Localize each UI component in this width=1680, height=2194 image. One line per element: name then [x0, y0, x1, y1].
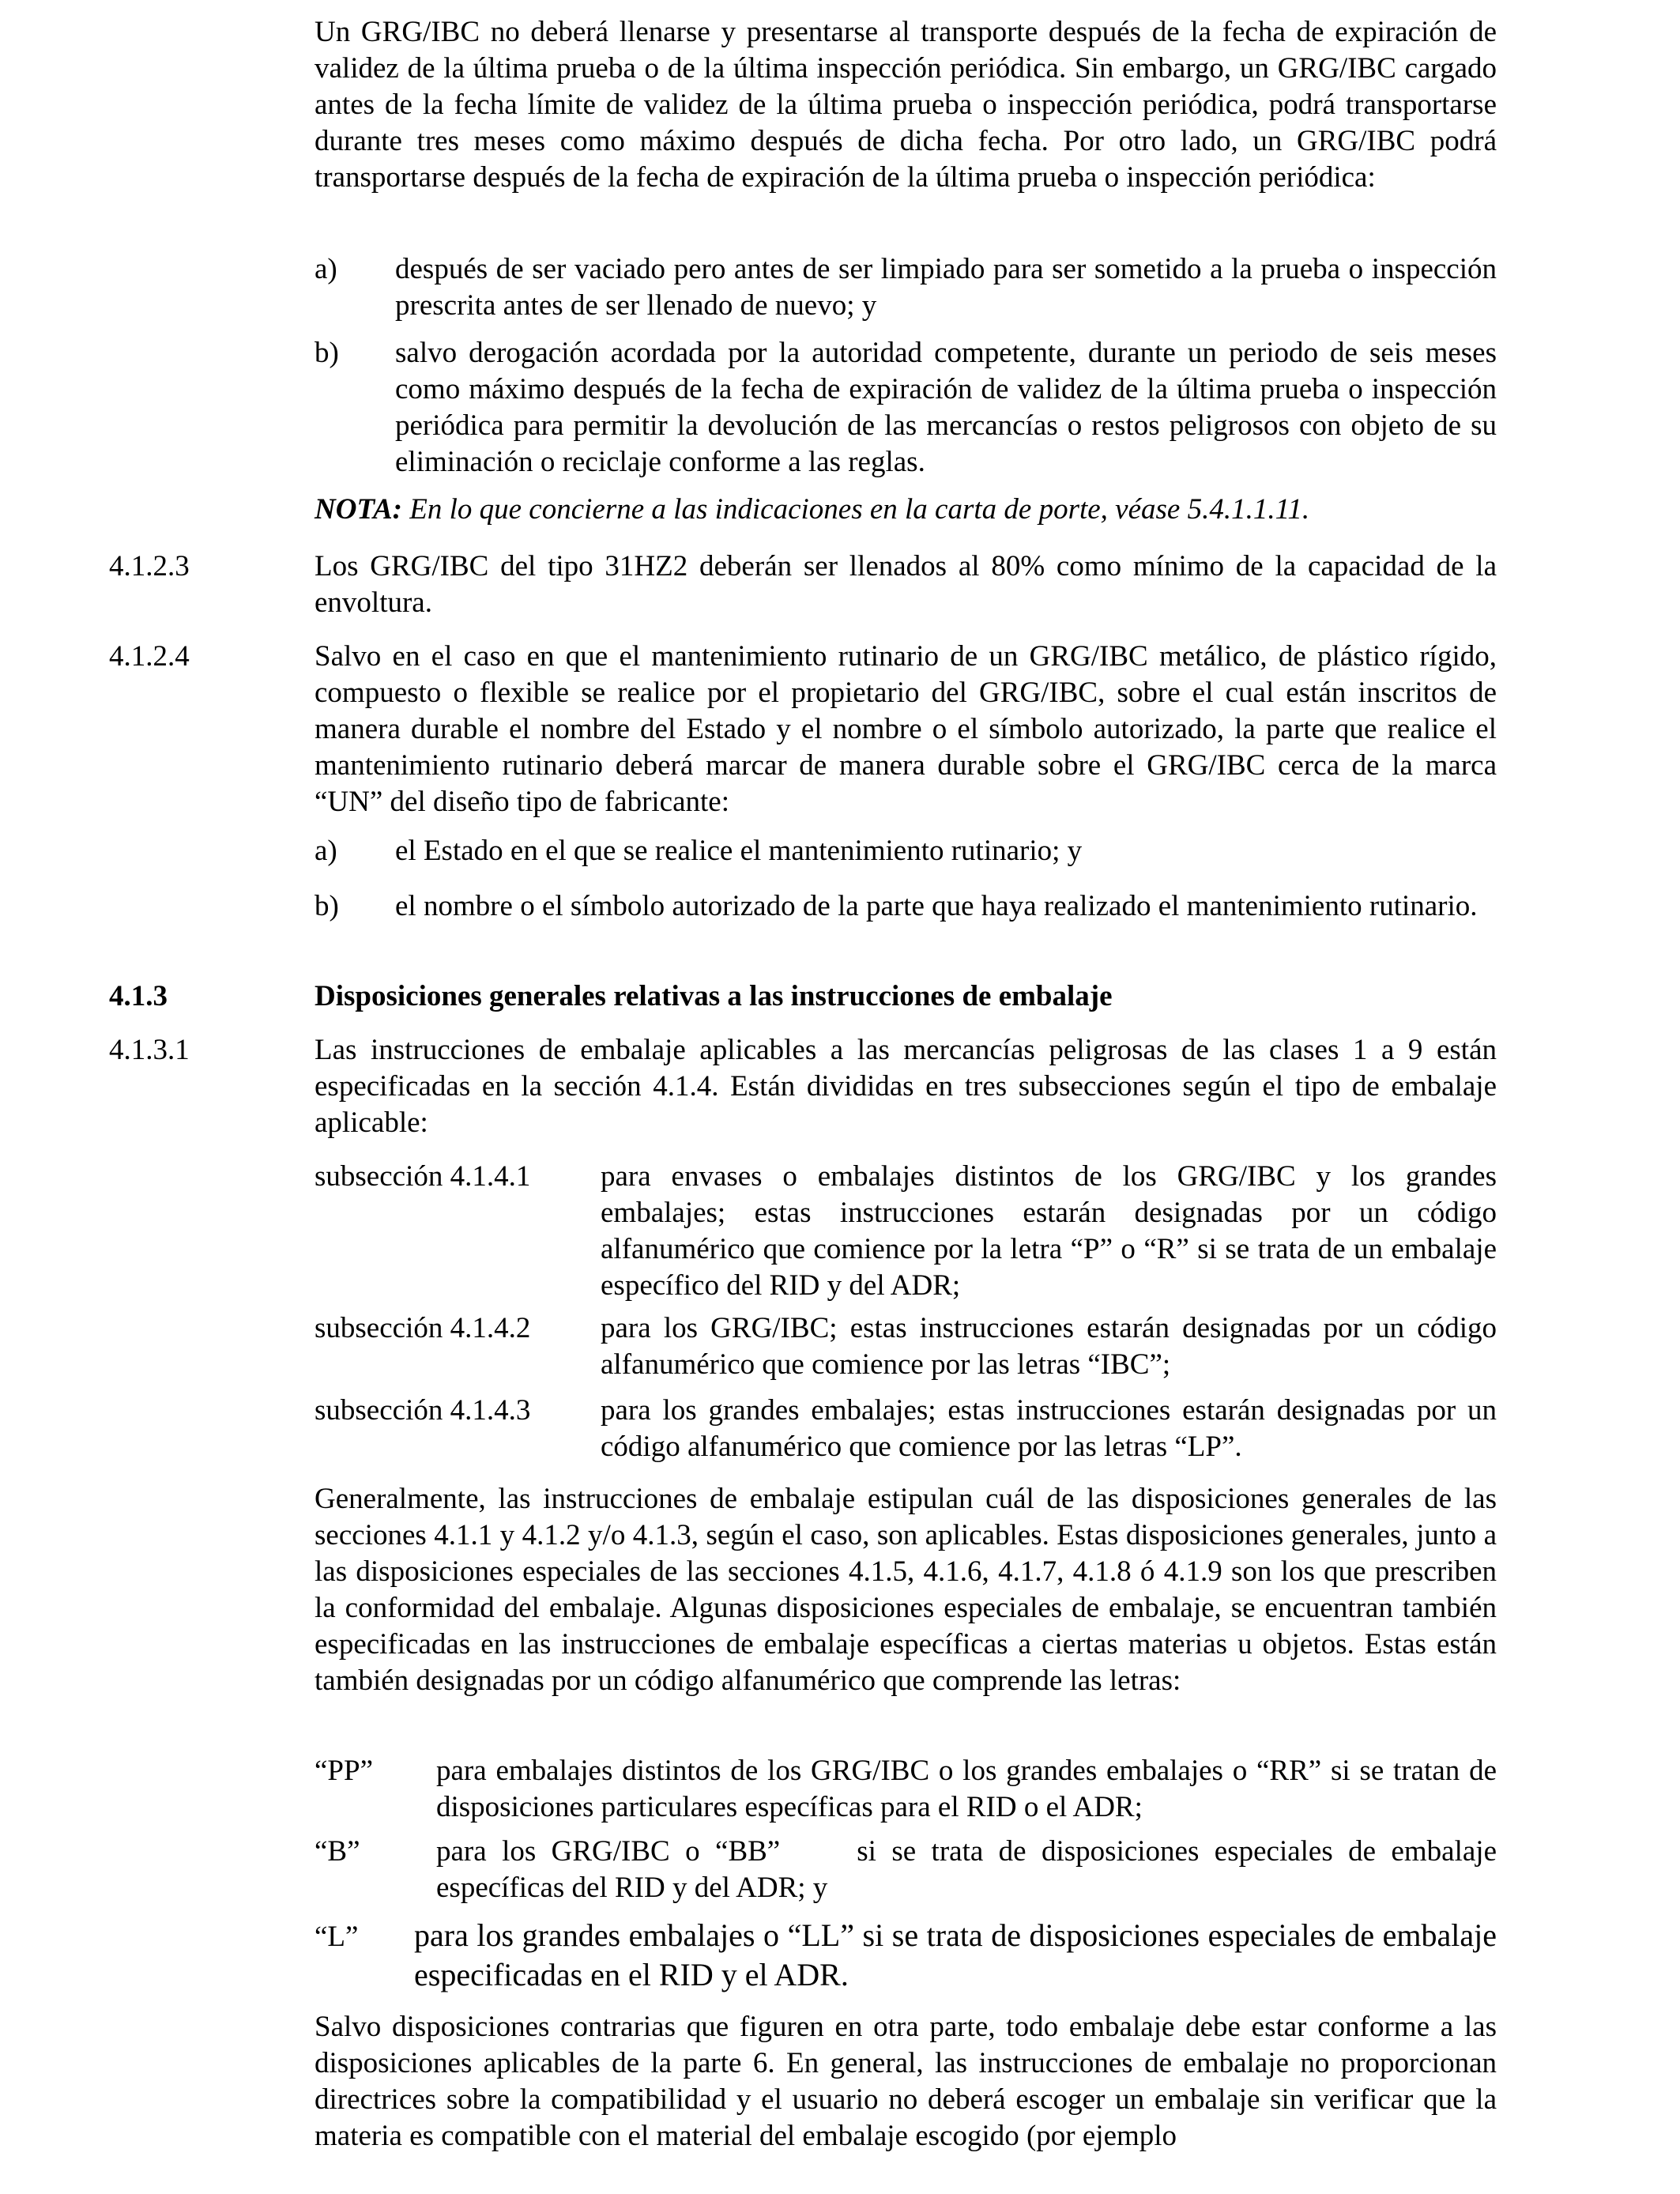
section-number-4131: 4.1.3.1 — [109, 1034, 190, 1066]
intro-item-a-text: después de ser vaciado pero antes de ser limpiado para ser sometido a la prueba o inspección prescrita antes de ser llenado de nuevo; y — [395, 253, 1497, 322]
section-4131-paragraph-3: Salvo disposiciones contrarias que figuren en otra parte, todo embalaje debe estar conforme a las disposiciones aplicables de la parte 6. En general, las instrucciones de embalaje no proporcionan directrices sobre la compatibilidad y el usuario no deberá escoger un embalaje sin verificar que la materia es compatible con el material del embalaje escogido (por ejemplo — [315, 2011, 1497, 2152]
note-label: NOTA: — [315, 493, 402, 526]
section-4131-text: Las instrucciones de embalaje aplicables a las mercancías peligrosas de las clases 1 a 9 están especificadas en la sección 4.1.4. Están divididas en tres subsecciones según el tipo de embalaje aplicable: — [315, 1034, 1497, 1139]
code-b-label: “B” — [315, 1835, 360, 1868]
section-4123-text: Los GRG/IBC del tipo 31HZ2 deberán ser llenados al 80% como mínimo de la capacidad de la envoltura. — [315, 550, 1497, 619]
code-pp-text: para embalajes distintos de los GRG/IBC o los grandes embalajes o “RR” si se tratan de disposiciones particulares específicas para el RID o el ADR; — [436, 1755, 1497, 1823]
section-number-413: 4.1.3 — [109, 980, 168, 1012]
subsection-4143-label: subsección 4.1.4.3 — [315, 1394, 531, 1427]
code-pp-label: “PP” — [315, 1755, 373, 1787]
s4124-item-b-text: el nombre o el símbolo autorizado de la parte que haya realizado el mantenimiento rutinario. — [395, 890, 1478, 922]
section-4131-paragraph-2: Generalmente, las instrucciones de embalaje estipulan cuál de las disposiciones generales de las secciones 4.1.1 y 4.1.2 y/o 4.1.3, según el caso, son aplicables. Estas disposiciones generales, junto a las disposiciones especiales de las secciones 4.1.5, 4.1.6, 4.1.7, 4.1.8 ó 4.1.9 son los que prescriben la conformidad del embalaje. Algunas disposiciones especiales de embalaje, se encuentran también especificadas en las instrucciones de embalaje específicas a ciertas materias u objetos. Estas están también designadas por un código alfanumérico que comprende las letras: — [315, 1483, 1497, 1697]
code-l-label: “L” — [315, 1921, 359, 1953]
subsection-4142-label: subsección 4.1.4.2 — [315, 1312, 531, 1344]
s4124-item-a-text: el Estado en el que se realice el mantenimiento rutinario; y — [395, 835, 1083, 867]
intro-item-b-text: salvo derogación acordada por la autoridad competente, durante un periodo de seis meses como máximo después de la fecha de expiración de validez de la última prueba o inspección periódica para permitir la devolución de las mercancías o restos peligrosos con objeto de su eliminación o reciclaje conforme a las reglas. — [395, 337, 1497, 478]
section-4124-text: Salvo en el caso en que el mantenimiento rutinario de un GRG/IBC metálico, de plástico rígido, compuesto o flexible se realice por el propietario del GRG/IBC, sobre el cual están inscritos de manera durable el nombre del Estado y el nombre o el símbolo autorizado, la parte que realice el mantenimiento rutinario deberá marcar de manera durable sobre el GRG/IBC cerca de la marca “UN” del diseño tipo de fabricante: — [315, 640, 1497, 818]
subsection-4143-text: para los grandes embalajes; estas instrucciones estarán designadas por un código alfanumérico que comience por las letras “LP”. — [601, 1394, 1497, 1463]
code-b-text: para los GRG/IBC o “BB” si se trata de disposiciones especiales de embalaje específicas del RID y del ADR; y — [436, 1835, 1505, 1904]
intro-item-a-label: a) — [315, 253, 337, 285]
subsection-4142-text: para los GRG/IBC; estas instrucciones estarán designadas por un código alfanumérico que comience por las letras “IBC”; — [601, 1312, 1497, 1381]
intro-item-b-label: b) — [315, 337, 339, 369]
s4124-item-b-label: b) — [315, 890, 339, 922]
s4124-item-a-label: a) — [315, 835, 337, 867]
intro-note — [315, 492, 1497, 528]
section-413-title: Disposiciones generales relativas a las instrucciones de embalaje — [315, 980, 1113, 1012]
subsection-4141-label: subsección 4.1.4.1 — [315, 1160, 531, 1193]
intro-paragraph: Un GRG/IBC no deberá llenarse y presentarse al transporte después de la fecha de expiración de validez de la última prueba o de la última inspección periódica. Sin embargo, un GRG/IBC cargado antes de la fecha límite de validez de la última prueba o inspección periódica, podrá transportarse durante tres meses como máximo después de dicha fecha. Por otro lado, un GRG/IBC podrá transportarse después de la fecha de expiración de la última prueba o inspección periódica: — [315, 16, 1497, 194]
section-number-4123: 4.1.2.3 — [109, 550, 190, 582]
note-text: En lo que concierne a las indicaciones en la carta de porte, véase 5.4.1.1.11. — [409, 493, 1310, 526]
subsection-4141-text: para envases o embalajes distintos de los GRG/IBC y los grandes embalajes; estas instrucciones estarán designadas por un código alfanumérico que comience por la letra “P” o “R” si se trata de un embalaje específico del RID y del ADR; — [601, 1160, 1497, 1302]
section-number-4124: 4.1.2.4 — [109, 640, 190, 673]
code-l-text: para los grandes embalajes o “LL” si se trata de disposiciones especiales de embalaje especificadas en el RID y el ADR. — [414, 1917, 1497, 1992]
